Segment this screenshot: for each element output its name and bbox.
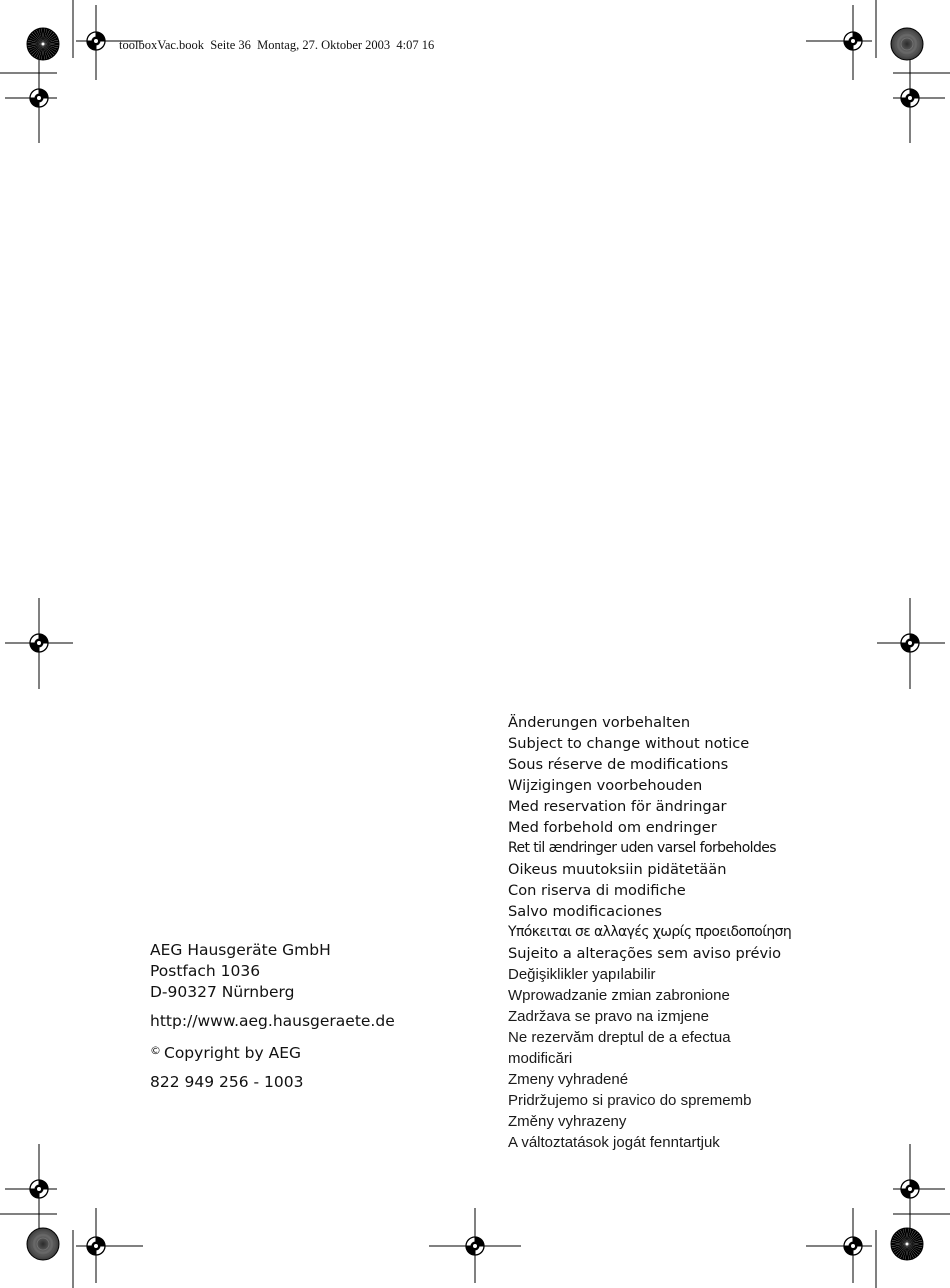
notice-portuguese: Sujeito a alterações sem aviso prévio bbox=[508, 945, 782, 962]
notice-norwegian: Med forbehold om endringer bbox=[508, 819, 717, 836]
postbox: Postfach 1036 bbox=[150, 962, 261, 980]
notice-finnish: Oikeus muutoksiin pidätetään bbox=[508, 861, 727, 878]
notice-english: Subject to change without notice bbox=[508, 735, 750, 752]
notice-greek: Υπόκειται σε αλλαγές χωρίς προειδοποίηση bbox=[508, 924, 792, 940]
notice-romanian-cont: modificări bbox=[508, 1050, 573, 1067]
company-address-block bbox=[150, 940, 395, 1093]
part-number: 822 949 256 - 1003 bbox=[150, 1073, 304, 1091]
notice-dutch: Wijzigingen voorbehouden bbox=[508, 777, 703, 794]
city: D-90327 Nürnberg bbox=[150, 983, 295, 1001]
notice-polish: Wprowadzanie zmian zabronione bbox=[508, 987, 730, 1004]
print-file-stamp: toolboxVac.book Seite 36 Montag, 27. Oktober 2003 4:07 16 bbox=[119, 38, 435, 52]
notice-czech: Změny vyhrazeny bbox=[508, 1113, 627, 1130]
notice-romanian: Ne rezervăm dreptul de a efectua bbox=[508, 1029, 731, 1046]
change-notice-list bbox=[508, 712, 791, 1153]
copyright-symbol: © bbox=[150, 1044, 161, 1057]
copyright-text: Copyright by AEG bbox=[164, 1044, 302, 1062]
company-name: AEG Hausgeräte GmbH bbox=[150, 941, 331, 959]
copyright-line bbox=[150, 1040, 395, 1064]
notice-turkish: Değişiklikler yapılabilir bbox=[508, 966, 656, 983]
notice-german: Änderungen vorbehalten bbox=[508, 714, 691, 731]
notice-swedish: Med reservation för ändringar bbox=[508, 798, 727, 815]
website-link[interactable]: http://www.aeg.hausgeraete.de bbox=[150, 1012, 395, 1030]
notice-slovak: Zmeny vyhradené bbox=[508, 1071, 629, 1088]
notice-croatian: Zadržava se pravo na izmjene bbox=[508, 1008, 709, 1025]
notice-slovenian: Pridržujemo si pravico do sprememb bbox=[508, 1092, 752, 1109]
notice-hungarian: A változtatások jogát fenntartjuk bbox=[508, 1134, 720, 1151]
notice-spanish: Salvo modificaciones bbox=[508, 903, 662, 920]
notice-french: Sous réserve de modifications bbox=[508, 756, 729, 773]
notice-italian: Con riserva di modifiche bbox=[508, 882, 686, 899]
notice-danish: Ret til ændringer uden varsel forbeholdes bbox=[508, 840, 776, 856]
